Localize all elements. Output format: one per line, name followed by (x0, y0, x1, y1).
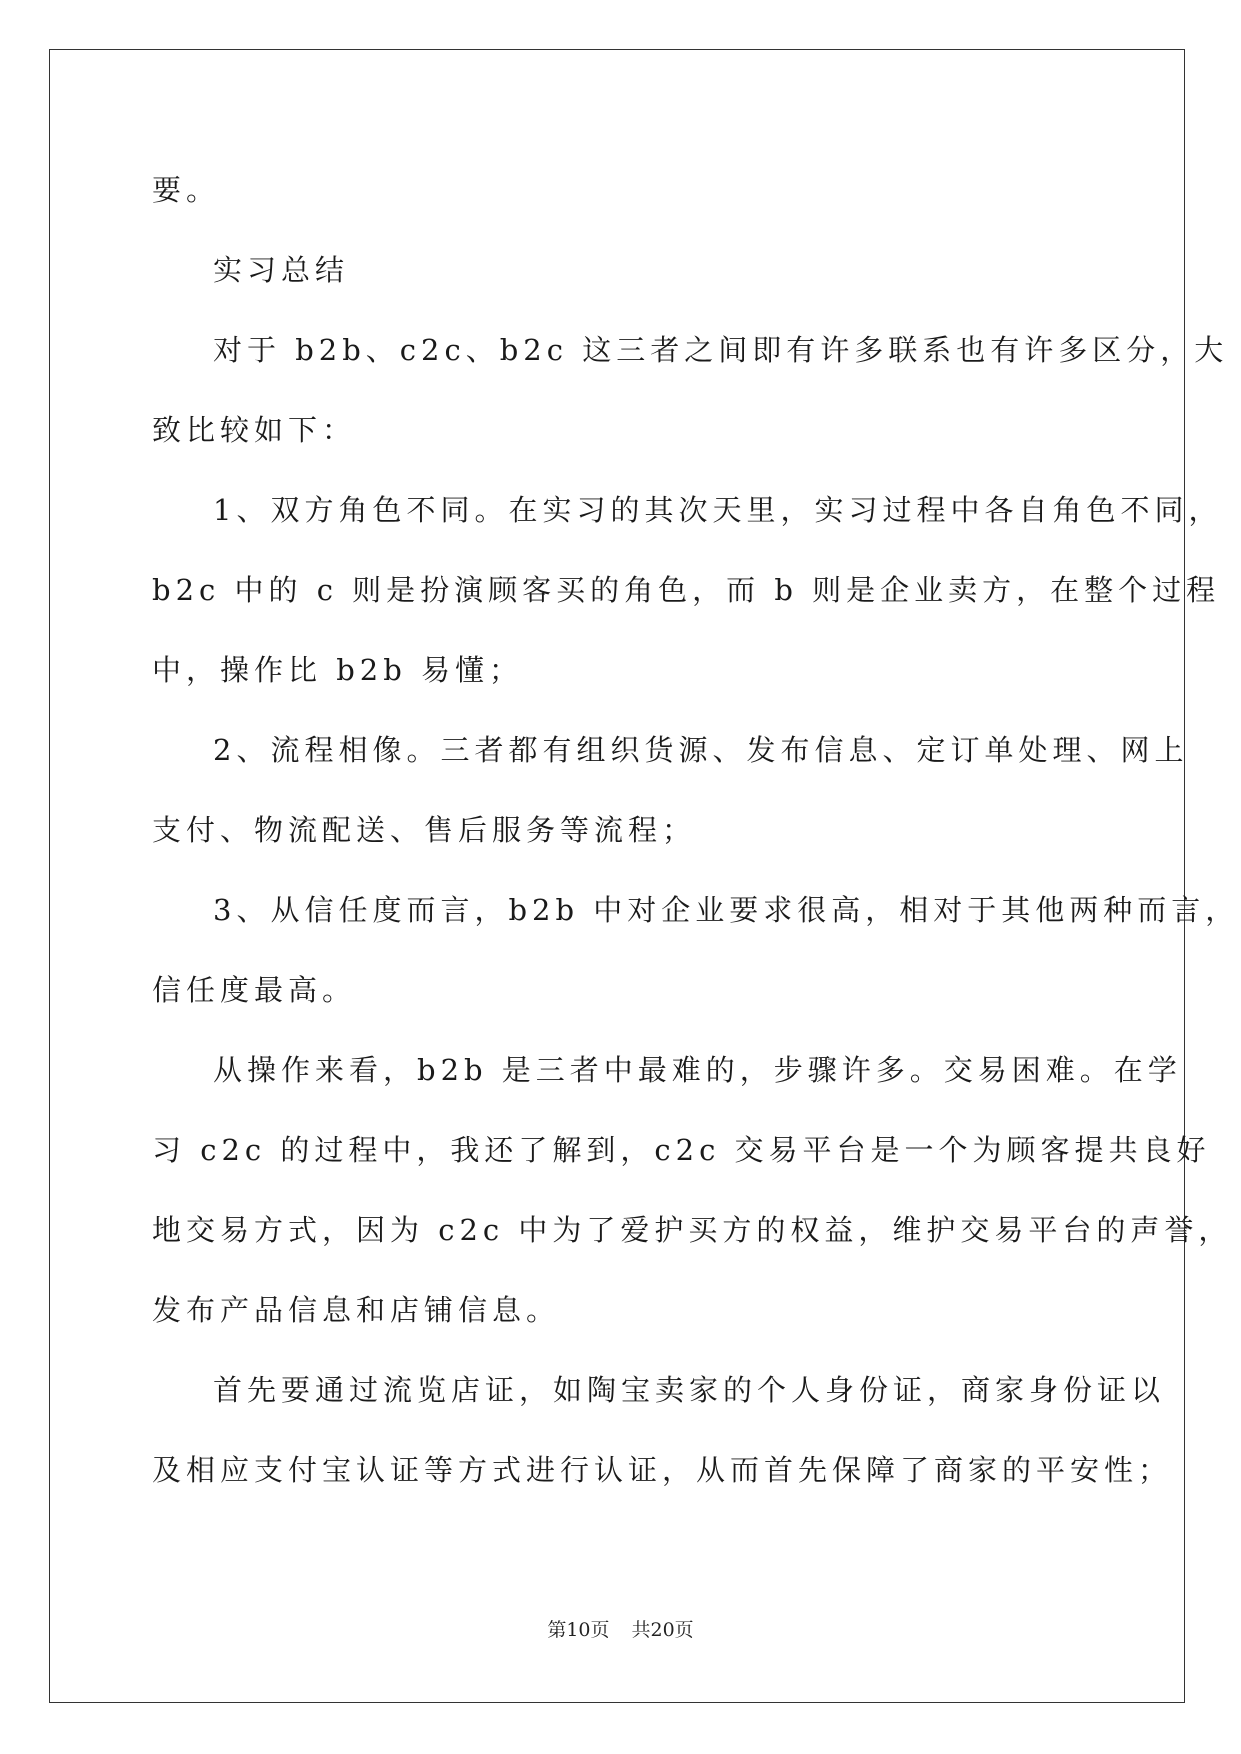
text-line: 从操作来看，b2b 是三者中最难的，步骤许多。交易困难。在学 (213, 1053, 1182, 1087)
text-line: 对于 b2b、c2c、b2c 这三者之间即有许多联系也有许多区分，大 (213, 333, 1229, 367)
text-line: 首先要通过流览店证，如陶宝卖家的个人身份证，商家身份证以 (213, 1373, 1166, 1407)
text-line: 信任度最高。 (152, 973, 357, 1007)
page-total: 共20页 (631, 1619, 694, 1641)
text-line: 致比较如下： (152, 413, 357, 447)
text-line: 支付、物流配送、售后服务等流程； (152, 813, 697, 847)
page-number: 第10页 (547, 1619, 610, 1641)
text-line: 习 c2c 的过程中，我还了解到，c2c 交易平台是一个为顾客提共良好 (152, 1133, 1211, 1167)
text-line: 2、流程相像。三者都有组织货源、发布信息、定订单处理、网上 (213, 733, 1189, 767)
text-line: 中，操作比 b2b 易懂； (152, 653, 524, 687)
text-line: 及相应支付宝认证等方式进行认证，从而首先保障了商家的平安性； (152, 1453, 1173, 1487)
text-line: 地交易方式，因为 c2c 中为了爱护买方的权益，维护交易平台的声誉， (152, 1213, 1233, 1247)
section-heading: 实习总结 (213, 253, 350, 287)
page-footer (0, 1618, 1241, 1642)
text-line: 发布产品信息和店铺信息。 (152, 1293, 561, 1327)
text-line: 要。 (152, 173, 221, 207)
text-line: b2c 中的 c 则是扮演顾客买的角色，而 b 则是企业卖方，在整个过程 (152, 573, 1221, 607)
text-line: 1、双方角色不同。在实习的其次天里，实习过程中各自角色不同， (213, 493, 1223, 527)
text-line: 3、从信任度而言，b2b 中对企业要求很高，相对于其他两种而言， (213, 893, 1240, 927)
